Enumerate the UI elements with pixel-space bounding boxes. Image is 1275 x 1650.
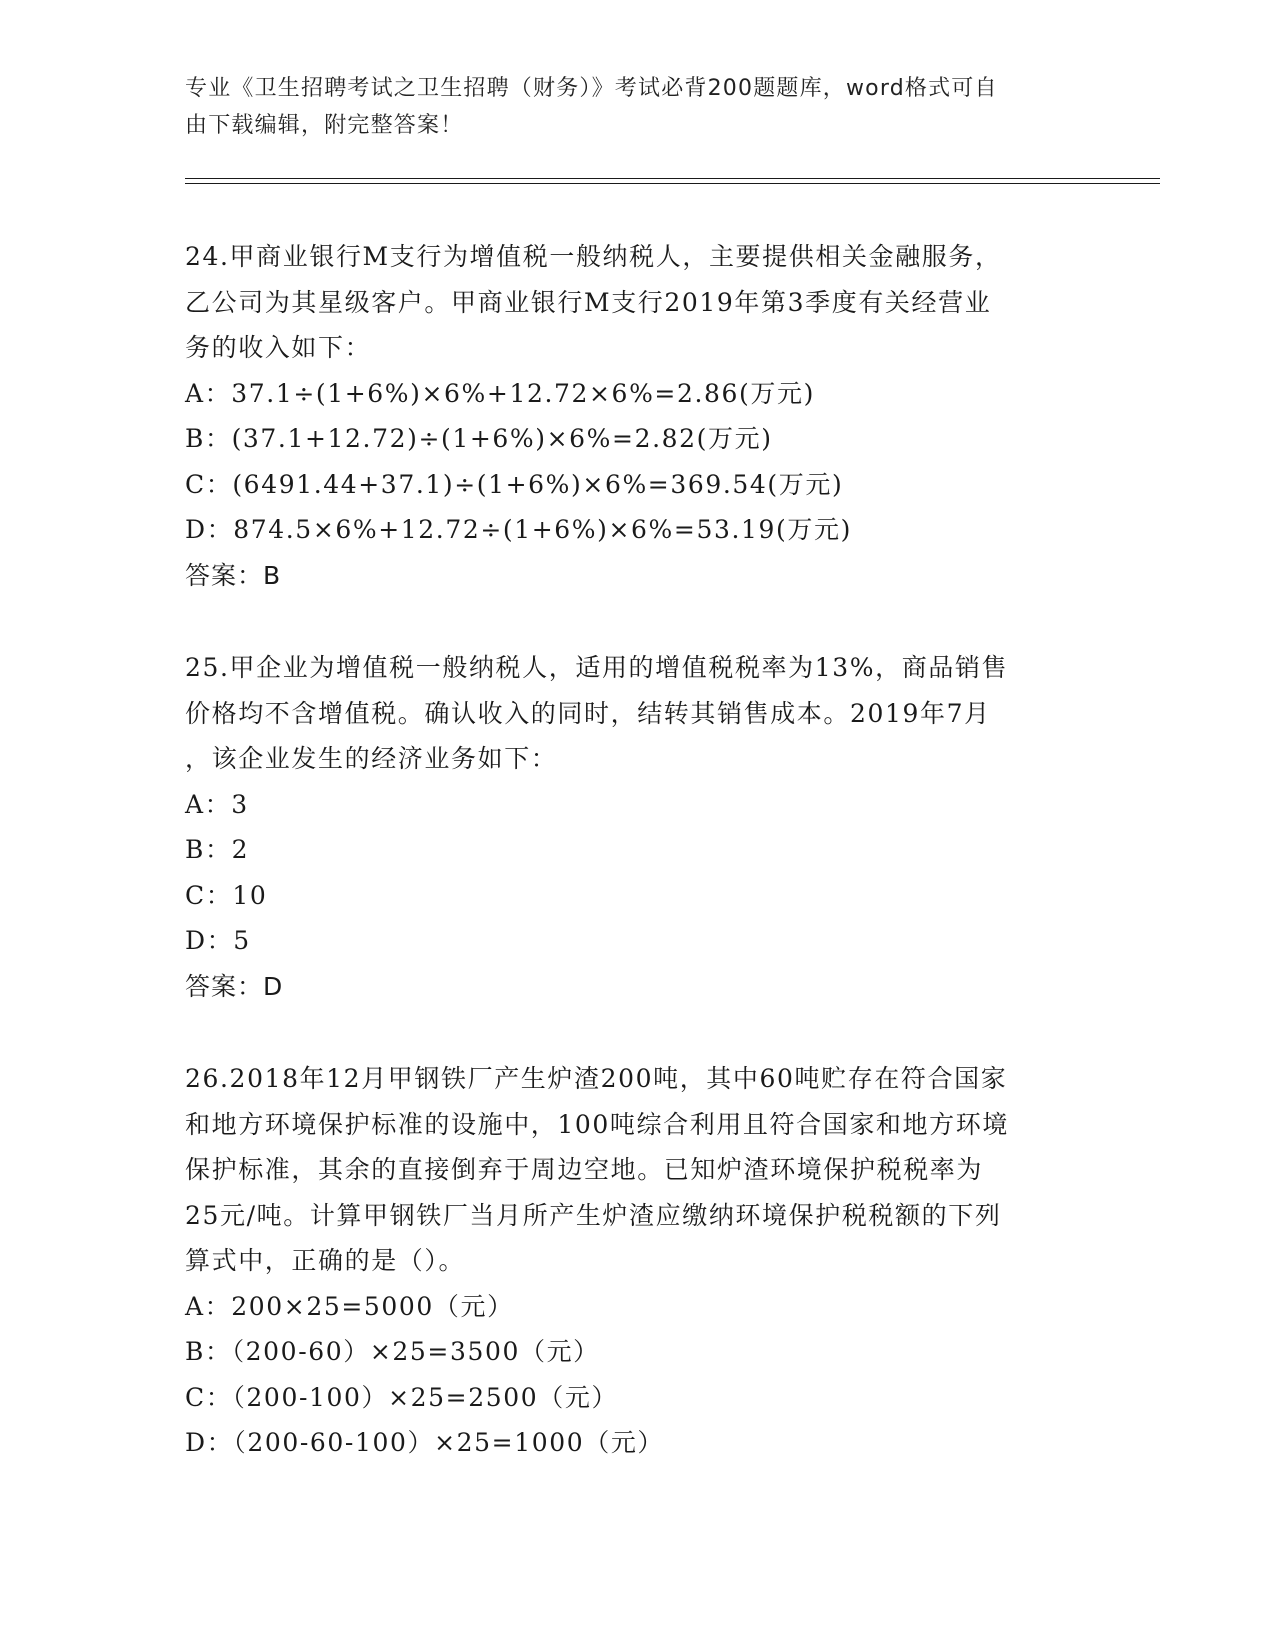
header-line-1: 专业《卫生招聘考试之卫生招聘（财务）》考试必背200题题库，word格式可自 [185, 76, 998, 101]
question-stem-line: 25.甲企业为增值税一般纳税人，适用的增值税税率为13%，商品销售 [185, 653, 1009, 682]
question-stem-line: 26.2018年12月甲钢铁厂产生炉渣200吨，其中60吨贮存在符合国家 [185, 1064, 1008, 1093]
question-stem-line: 25元/吨。计算甲钢铁厂当月所产生炉渣应缴纳环境保护税税额的下列 [185, 1200, 1002, 1230]
question-stem-line: 24.甲商业银行M支行为增值税一般纳税人，主要提供相关金融服务， [185, 242, 1002, 271]
option-a: A：3 [185, 789, 249, 819]
option-d: D：5 [185, 926, 251, 955]
question-stem-line: 保护标准，其余的直接倒弃于周边空地。已知炉渣环境保护税税率为 [185, 1155, 984, 1184]
option-a: A：200×25=5000（元） [185, 1291, 514, 1321]
option-c: C：（200-100）×25=2500（元） [185, 1382, 619, 1412]
option-b: B：（200-60）×25=3500（元） [185, 1337, 600, 1366]
question-25 [185, 645, 1085, 1009]
option-d: D：874.5×6%+12.72÷(1+6%)×6%=53.19(万元) [185, 515, 852, 544]
question-stem-line: 和地方环境保护标准的设施中，100吨综合利用且符合国家和地方环境 [185, 1109, 1009, 1139]
option-d: D：（200-60-100）×25=1000（元） [185, 1428, 665, 1457]
header-divider-top [185, 178, 1160, 179]
option-c: C：(6491.44+37.1)÷(1+6%)×6%=369.54(万元) [185, 469, 844, 499]
answer: 答案：B [185, 560, 282, 590]
question-24 [185, 234, 1085, 598]
answer: 答案：D [185, 971, 284, 1001]
question-stem-line: 务的收入如下： [185, 333, 372, 362]
option-b: B：2 [185, 835, 250, 864]
document-header [185, 70, 1085, 144]
option-b: B：(37.1+12.72)÷(1+6%)×6%=2.82(万元) [185, 424, 773, 453]
header-divider-bottom [185, 183, 1160, 184]
question-stem-line: ，该企业发生的经济业务如下： [185, 744, 558, 773]
question-stem-line: 乙公司为其星级客户。甲商业银行M支行2019年第3季度有关经营业 [185, 287, 992, 317]
question-26 [185, 1056, 1085, 1466]
question-stem-line: 价格均不含增值税。确认收入的同时，结转其销售成本。2019年7月 [185, 698, 991, 728]
question-stem-line: 算式中，正确的是（）。 [185, 1246, 466, 1275]
option-a: A：37.1÷(1+6%)×6%+12.72×6%=2.86(万元) [185, 378, 815, 408]
option-c: C：10 [185, 880, 268, 910]
header-line-2: 由下载编辑，附完整答案！ [185, 113, 464, 138]
